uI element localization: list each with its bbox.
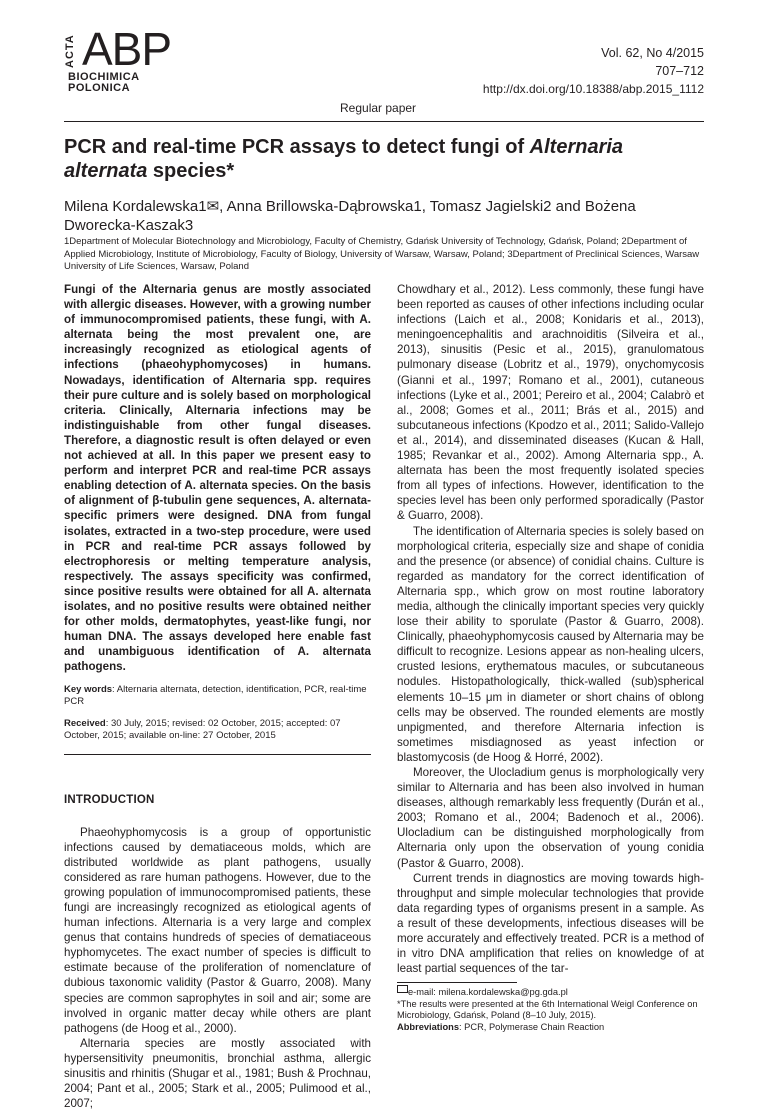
section-heading: INTRODUCTION [64, 794, 155, 807]
abbreviations [397, 1022, 704, 1034]
left-column [64, 282, 371, 1111]
title-part2: species* [147, 160, 235, 182]
abstract: Fungi of the Alternaria genus are mostly associated with allergic diseases. However, with a growing number of immunocompromised patients, these fungi, with A. alternata being the most prevalent one, are increasingly recognized as etiological agents of infections (phaeohyphomycoses) in humans. Nowadays, identification of Alternaria spp. requires their pure culture and is solely based on morphological criteria. Clinically, Alternaria infections may be indistinguishable from other fungal diseases. Therefore, a diagnostic result is often delayed or even not achieved at all. In this paper we present easy to perform and interpret PCR and real-time PCR assays enabling detection of A. alternata species. On the basis of alignment of β-tubulin gene sequences, A. alternata-specific primers were designed. DNA from fungal isolates, extracted in a two-step procedure, were used in PCR and real-time PCR assays followed by electrophoresis or melting temperature analysis, respectively. The assays specificity was confirmed, since positive results were obtained for all A. alternata isolates, and no positive results were obtained neither for other molds, dermatophytes, yeast-like fungi, nor human DNA. The assays developed here enable fast and unambiguous identification of A. alternata pathogens. [64, 283, 371, 674]
logo-biochimica: BIOCHIMICA [68, 71, 140, 83]
received-text: : 30 July, 2015; revised: 02 October, 2015; accepted: 07 October, 2015; available on-line: 27 October, 2015 [64, 718, 341, 742]
issue-info [483, 44, 704, 98]
logo-polonica: POLONICA [68, 82, 131, 94]
logo-abp: ABP [82, 23, 172, 75]
title-italic: Alternaria alternata [64, 136, 624, 182]
footnotes [397, 987, 704, 1033]
journal-logo [64, 23, 204, 98]
authors: Milena Kordalewska1✉, Anna Brillowska-Dąbrowska1, Tomasz Jagielski2 and Bożena Dworecka-Kaszak3 [64, 198, 636, 234]
email-footnote [397, 987, 704, 999]
article-title [64, 135, 704, 183]
logo-subtitle [68, 72, 140, 94]
paper-type: Regular paper [340, 101, 417, 115]
footnote-divider [397, 982, 517, 983]
received-label: Received [64, 718, 106, 730]
pages: 707–712 [655, 64, 704, 78]
paragraph: Chowdhary et al., 2012). Less commonly, these fungi have been reported as causes of other infections including ocular infections (Laich et al., 2008; Konidaris et al., 2013), meningoencephalitis and arachnoiditis (Silveira et al., 2013), sinusitis (Pesic et al., 2015), granulomatous pulmonary disease (Lobritz et al., 1979), onychomycosis (Gianni et al., 1997; Romano et al., 2001), cutaneous infections (Lyke et al., 2001; Pereiro et al., 2004; Calabrò et al., 2008; Gomes et al., 2011; Brás et al., 2015) and subcutaneous infections (Kpodzo et al., 2011; Salido-Vallejo et al., 2014), and disseminated diseases (Kucan & Hall, 1985; Revankar et al., 2002). Among Alternaria spp., A. alternata has been the most frequently isolated species from all types of infections. However, identification to the species level has been only performed sporadically (Pastor & Guarro, 2008). [397, 283, 705, 523]
abbrev-text: : PCR, Polymerase Chain Reaction [459, 1021, 605, 1032]
doi-link[interactable]: http://dx.doi.org/10.18388/abp.2015_1112 [482, 82, 704, 96]
keywords-text: : Alternaria alternata, detection, identification, PCR, real-time PCR [64, 684, 367, 708]
paragraph: Alternaria species are mostly associated with hypersensitivity pneumonitis, bronchial asthma, allergic sinusitis and rhinitis (Shugar et al., 1981; Bush & Prochnau, 2004; Pant et al., 2005; Stark et al., 2005; Pulimood et al., 2007; [64, 1036, 371, 1111]
volume: Vol. 62, No 4/2015 [601, 46, 704, 60]
logo-acta: ACTA [64, 34, 76, 68]
email-text[interactable]: e-mail: milena.kordalewska@pg.gda.pl [408, 987, 568, 998]
header-divider [64, 121, 704, 122]
right-column [397, 282, 704, 1033]
paragraph: Current trends in diagnostics are moving towards high-throughput and simple molecular technologies that provide data regarding types of organisms present in a sample. As a result of these developments, infectious diseases will be more accurately and effectively treated. PCR is a method of in vitro DNA amplification that relies on knowledge of at least partial sequences of the tar- [397, 871, 704, 976]
star-footnote: *The results were presented at the 6th International Weigl Conference on Microbiology, Gdańsk, Poland (8–10 July, 2015). [397, 998, 698, 1021]
title-part1: PCR and real-time PCR assays to detect fungi of [64, 136, 530, 158]
paragraph: The identification of Alternaria species is solely based on morphological criteria, especially size and shape of conidia and the presence (or absence) of conidial chains. Culture is regarded as mandatory for the correct identification of Alternaria spp., which grow on most routine laboratory media, although the clinically important species very quickly lose their ability to sporulate (Pastor & Guarro, 2008). Clinically, phaeohyphomycosis caused by Alternaria may be difficult to recognize. Lesions appear as non-healing ulcers, crusted lesions, erythematous macules, or subcutaneous nodules. Histopathologically, thick-walled (sub)spherical elements 10–15 μm in diameter or short chains of oblong cells may be observed. The rounded elements are mostly unpigmented, and therefore Alternaria infection is sometimes misdiagnosed as yeast infection or blastomycosis (de Hoog & Horré, 2002). [397, 524, 704, 764]
abbrev-label: Abbreviations [397, 1021, 459, 1032]
section-divider [64, 754, 371, 755]
keywords [64, 684, 371, 708]
keywords-label: Key words [64, 684, 113, 696]
paragraph: Phaeohyphomycosis is a group of opportunistic infections caused by dematiaceous molds, which are distributed worldwide as plant pathogens, usually considered as rare human pathogens. However, due to the growing population of immunocompromised patients, these fungi are increasingly recognized as etiological agents of human infections. Alternaria is a very large and complex genus that contains hundreds of species of dematiaceous hyphomycetes. The exact number of species is difficult to estimate because of the proliferation of nomenclature of dubious taxonomic validity (Pastor & Guarro, 2008). Many species are common saprophytes in soil and air; some are involved in organic matter decay while others are plant pathogens (de Hoog et al., 2000). [64, 825, 371, 1035]
paragraph: Moreover, the Ulocladium genus is morphologically very similar to Alternaria and has been also involved in human diseases, although remarkably less frequently (Durán et al., 2003; Romano et al., 2004; Badenoch et al., 2006). Ulocladium can be distinguished morphologically from Alternaria only upon the observation of young conidia (Pastor & Guarro, 2008). [397, 766, 704, 870]
envelope-icon [397, 985, 408, 993]
affiliations: 1Department of Molecular Biotechnology and Microbiology, Faculty of Chemistry, Gdańsk University of Technology, Gdańsk, Poland; 2Department of Applied Microbiology, Institute of Microbiology, Faculty of Biology, University of Warsaw, Warsaw, Poland; 3Department of Preclinical Sciences, Warsaw University of Life Sciences, Warsaw, Poland [64, 236, 700, 272]
received-dates [64, 718, 371, 742]
